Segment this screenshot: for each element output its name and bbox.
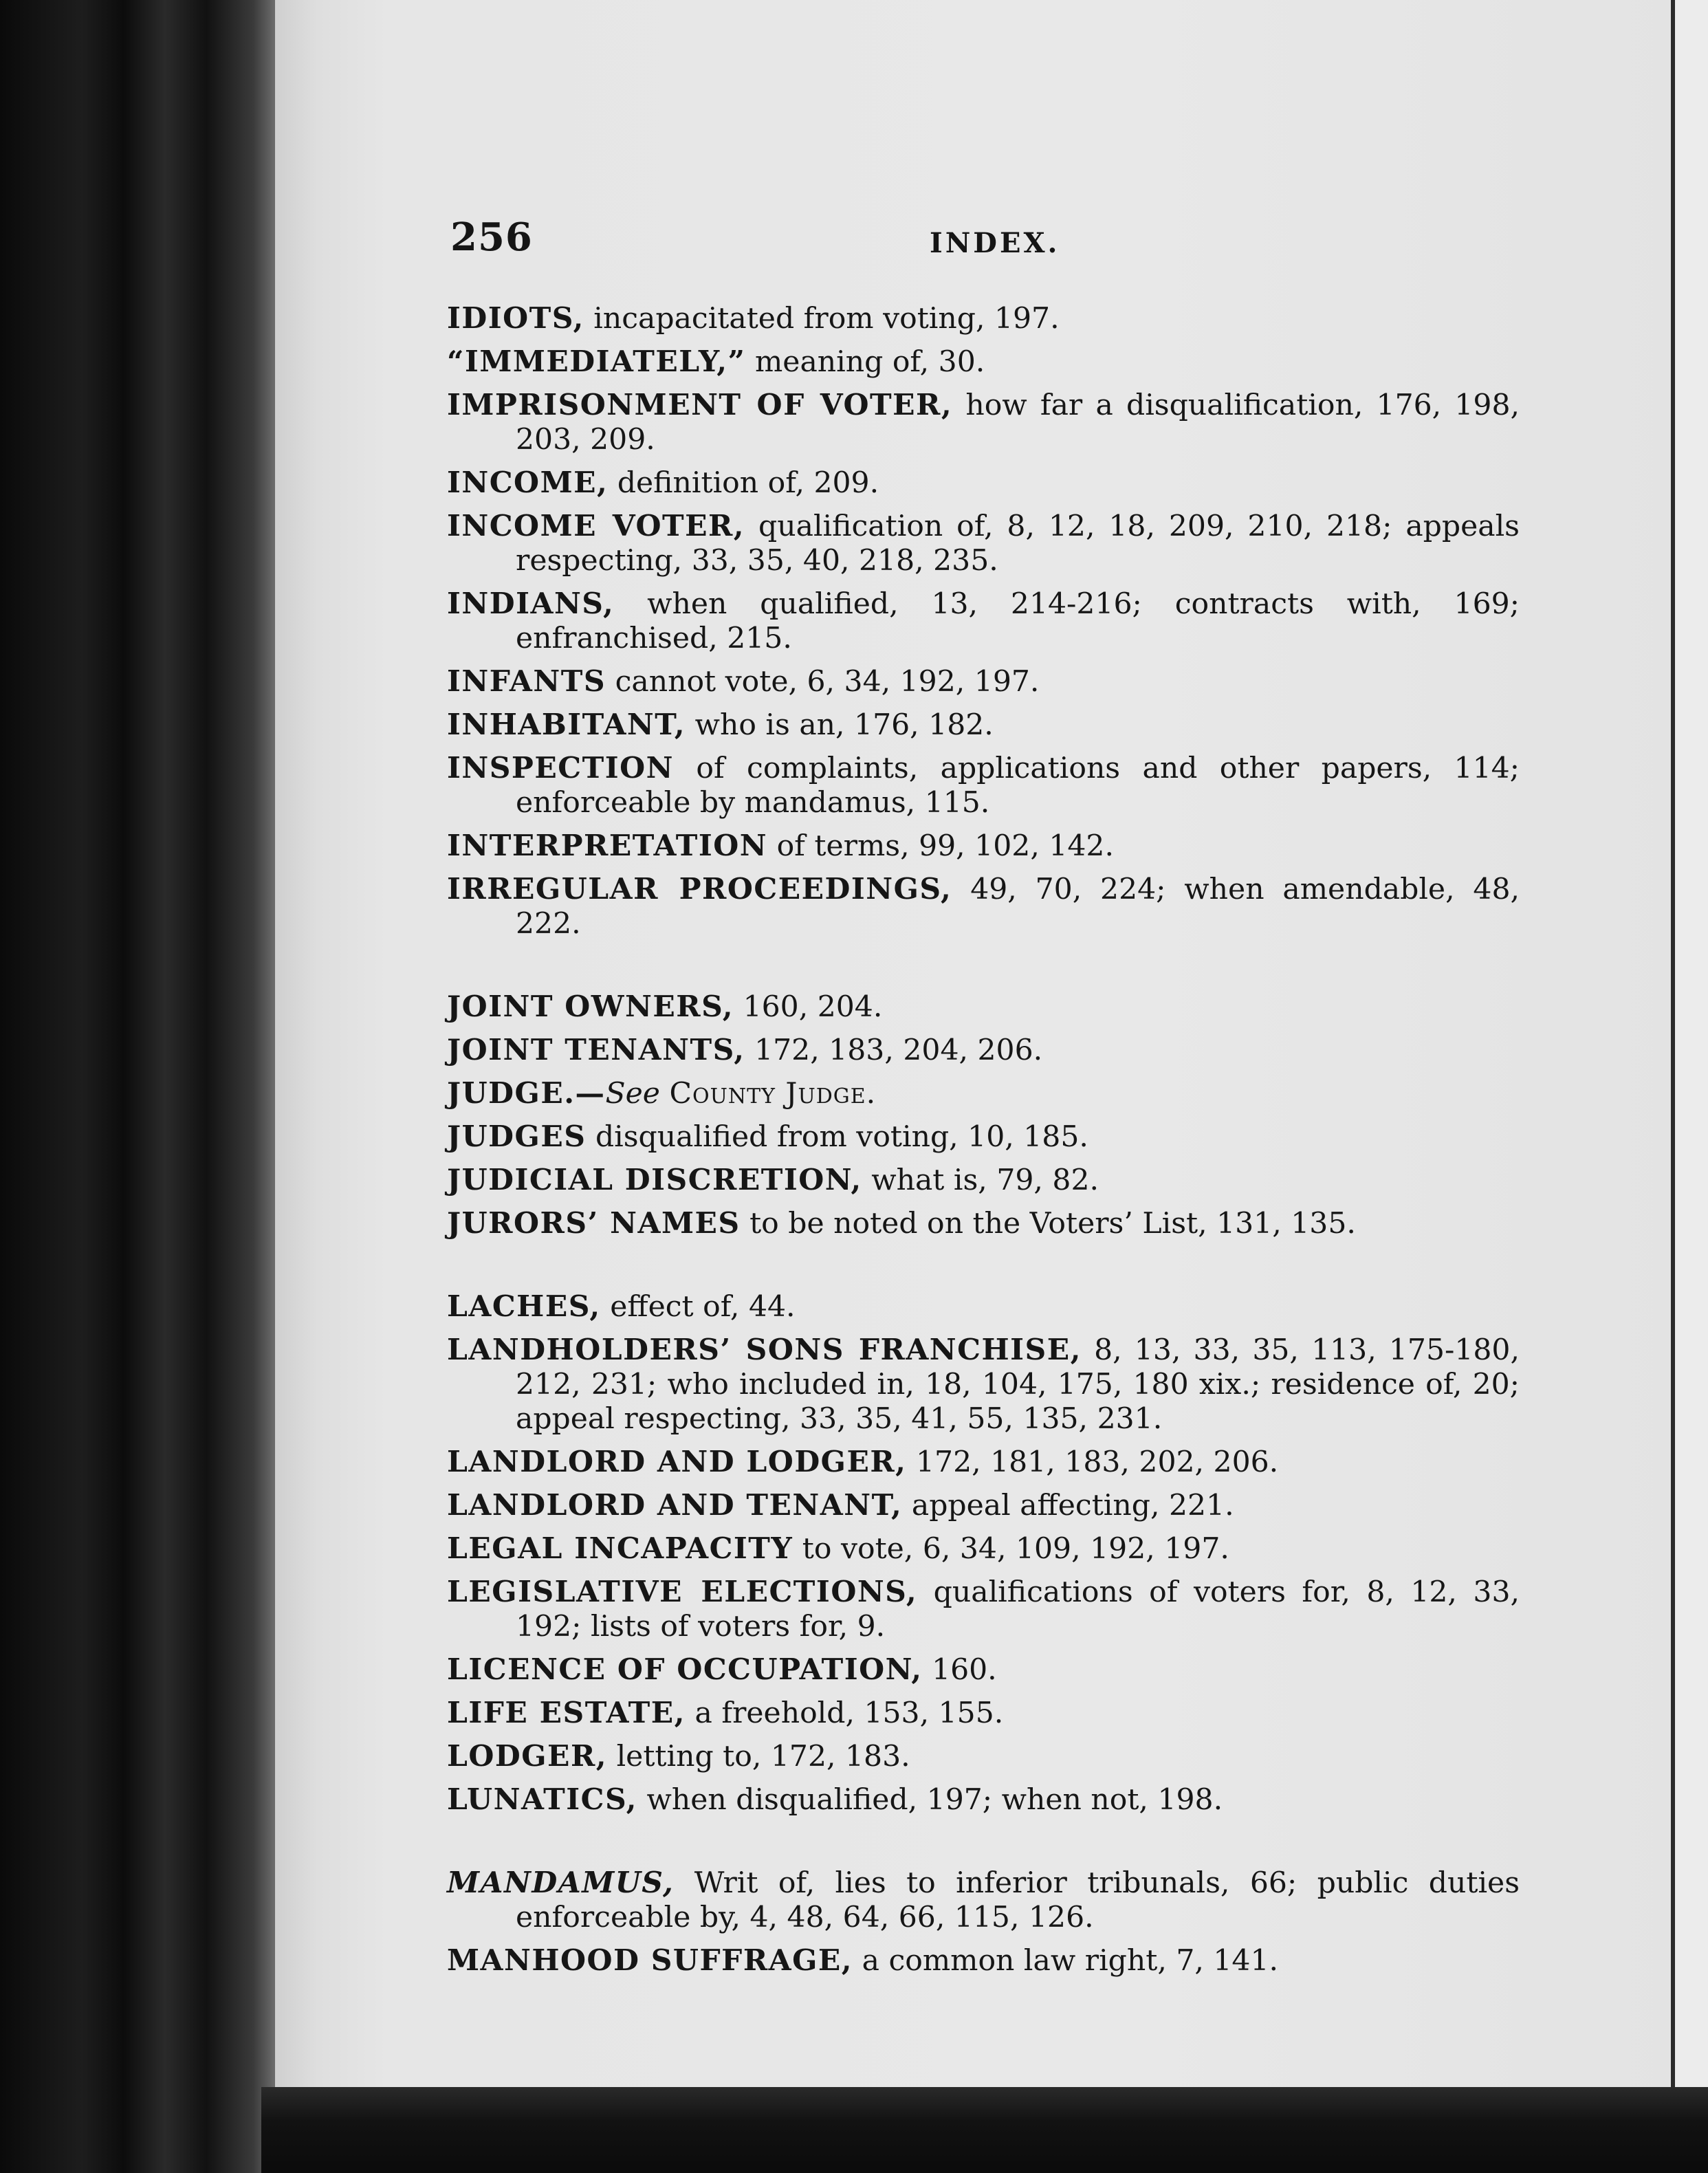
index-entries: [447, 301, 1520, 1987]
entry-text: of terms, 99, 102, 142.: [776, 829, 1114, 863]
entry-heading: LEGAL INCAPACITY: [447, 1531, 793, 1566]
index-entry: [447, 1289, 1520, 1324]
entry-heading: INSPECTION: [447, 751, 674, 785]
book-binding-shadow: [0, 0, 275, 2173]
entry-text: of complaints, applications and other papers, 114; enforceable by mandamus, 115.: [516, 752, 1520, 820]
adjacent-page-strip: [1675, 0, 1708, 2173]
entry-text: what is, 79, 82.: [871, 1164, 1099, 1197]
entry-text: meaning of, 30.: [755, 345, 985, 379]
scan-bottom-edge: [261, 2087, 1708, 2173]
entry-heading: MANDAMUS,: [447, 1866, 675, 1900]
entry-text: when qualified, 13, 214-216; contracts with, 169; enfranchised, 215.: [516, 587, 1520, 655]
page-header: [450, 215, 1482, 270]
index-entry: [447, 301, 1520, 336]
entry-text: disqualified from voting, 10, 185.: [595, 1120, 1088, 1154]
entry-heading: INTERPRETATION: [447, 829, 768, 863]
entry-text: cannot vote, 6, 34, 192, 197.: [615, 665, 1040, 699]
entry-text: how far a disqualification, 176, 198, 203, 209.: [516, 389, 1520, 457]
index-entry: [447, 1488, 1520, 1523]
page-number: 256: [450, 215, 533, 260]
entry-text: 172, 183, 204, 206.: [754, 1034, 1043, 1067]
entry-text: 8, 13, 33, 35, 113, 175-180, 212, 231; who included in, 18, 104, 175, 180 xix.; residence of, 20; appeal respecting, 33, 35, 41, 55, 135, 231.: [516, 1333, 1520, 1436]
index-entry: [447, 872, 1520, 941]
entry-heading: LANDLORD AND TENANT,: [447, 1488, 903, 1522]
entry-heading: LACHES,: [447, 1289, 601, 1324]
index-entry: [447, 1696, 1520, 1731]
entry-heading: “IMMEDIATELY,”: [447, 345, 746, 379]
index-entry: [447, 1163, 1520, 1198]
index-entry: [447, 1739, 1520, 1774]
index-entry: [447, 664, 1520, 699]
index-entry: [447, 751, 1520, 820]
entry-heading: LODGER,: [447, 1739, 608, 1773]
entry-text: letting to, 172, 183.: [616, 1740, 910, 1773]
index-entry: [447, 509, 1520, 578]
index-entry: [447, 388, 1520, 457]
entry-heading: INCOME VOTER,: [447, 509, 745, 543]
entry-text: a freehold, 153, 155.: [694, 1696, 1004, 1730]
entry-text: incapacitated from voting, 197.: [593, 302, 1060, 336]
entry-text: definition of, 209.: [617, 466, 879, 500]
entry-heading: LANDLORD AND LODGER,: [447, 1445, 907, 1479]
index-entry: [447, 345, 1520, 380]
running-head: INDEX.: [930, 227, 1060, 259]
index-entry: [447, 1652, 1520, 1688]
entry-heading: IMPRISONMENT OF VOTER,: [447, 388, 953, 422]
index-entry: [447, 1076, 1520, 1111]
entry-text: when disqualified, 197; when not, 198.: [646, 1783, 1223, 1817]
entry-text: to be noted on the Voters’ List, 131, 135.: [749, 1207, 1356, 1241]
entry-text: 49, 70, 224; when amendable, 48, 222.: [516, 873, 1520, 941]
index-entry: [447, 1531, 1520, 1566]
entry-heading: JURORS’ NAMES: [447, 1206, 741, 1241]
index-entry: [447, 829, 1520, 864]
entry-heading: INDIANS,: [447, 587, 615, 621]
entry-heading: IDIOTS,: [447, 301, 584, 336]
entry-text: qualification of, 8, 12, 18, 209, 210, 218; appeals respecting, 33, 35, 40, 218, 235.: [516, 510, 1520, 578]
entry-text: a common law right, 7, 141.: [862, 1944, 1279, 1978]
cross-reference: County Judge.: [669, 1077, 877, 1111]
index-entry: [447, 1782, 1520, 1817]
entry-heading: JOINT TENANTS,: [447, 1033, 745, 1067]
entry-text: 160, 204.: [743, 990, 883, 1024]
entry-text: qualifications of voters for, 8, 12, 33, 192; lists of voters for, 9.: [516, 1575, 1520, 1644]
entry-text: appeal affecting, 221.: [911, 1489, 1234, 1522]
entry-text: 160.: [932, 1653, 997, 1687]
see-reference-marker: See: [605, 1077, 660, 1111]
index-entry: [447, 1943, 1520, 1978]
entry-text: to vote, 6, 34, 109, 192, 197.: [802, 1532, 1229, 1566]
entry-heading: LICENCE OF OCCUPATION,: [447, 1652, 923, 1687]
entry-heading: LUNATICS,: [447, 1782, 637, 1817]
entry-heading: INHABITANT,: [447, 708, 686, 742]
index-entry: [447, 708, 1520, 743]
entry-heading: JUDGES: [447, 1120, 587, 1154]
entry-heading: JUDICIAL DISCRETION,: [447, 1163, 862, 1197]
index-entry: [447, 466, 1520, 501]
index-entry: [447, 1206, 1520, 1241]
entry-heading: LANDHOLDERS’ SONS FRANCHISE,: [447, 1333, 1082, 1367]
index-entry: [447, 1575, 1520, 1644]
entry-heading: JUDGE.—: [447, 1076, 606, 1111]
entry-heading: IRREGULAR PROCEEDINGS,: [447, 872, 952, 906]
index-entry: [447, 1120, 1520, 1155]
entry-heading: LIFE ESTATE,: [447, 1696, 686, 1730]
index-entry: [447, 1333, 1520, 1437]
entry-text: Writ of, lies to inferior tribunals, 66; public duties enforceable by, 4, 48, 64, 66, 115, 126.: [516, 1866, 1520, 1934]
entry-heading: LEGISLATIVE ELECTIONS,: [447, 1575, 918, 1609]
entry-text: 172, 181, 183, 202, 206.: [916, 1445, 1279, 1479]
index-entry: [447, 1445, 1520, 1480]
entry-heading: MANHOOD SUFFRAGE,: [447, 1943, 853, 1978]
index-entry: [447, 1866, 1520, 1935]
index-entry: [447, 990, 1520, 1025]
entry-text: effect of, 44.: [610, 1290, 796, 1324]
index-entry: [447, 587, 1520, 656]
entry-heading: INCOME,: [447, 466, 609, 500]
index-entry: [447, 1033, 1520, 1068]
entry-heading: JOINT OWNERS,: [447, 990, 734, 1024]
entry-heading: INFANTS: [447, 664, 606, 699]
entry-text: who is an, 176, 182.: [694, 708, 994, 742]
